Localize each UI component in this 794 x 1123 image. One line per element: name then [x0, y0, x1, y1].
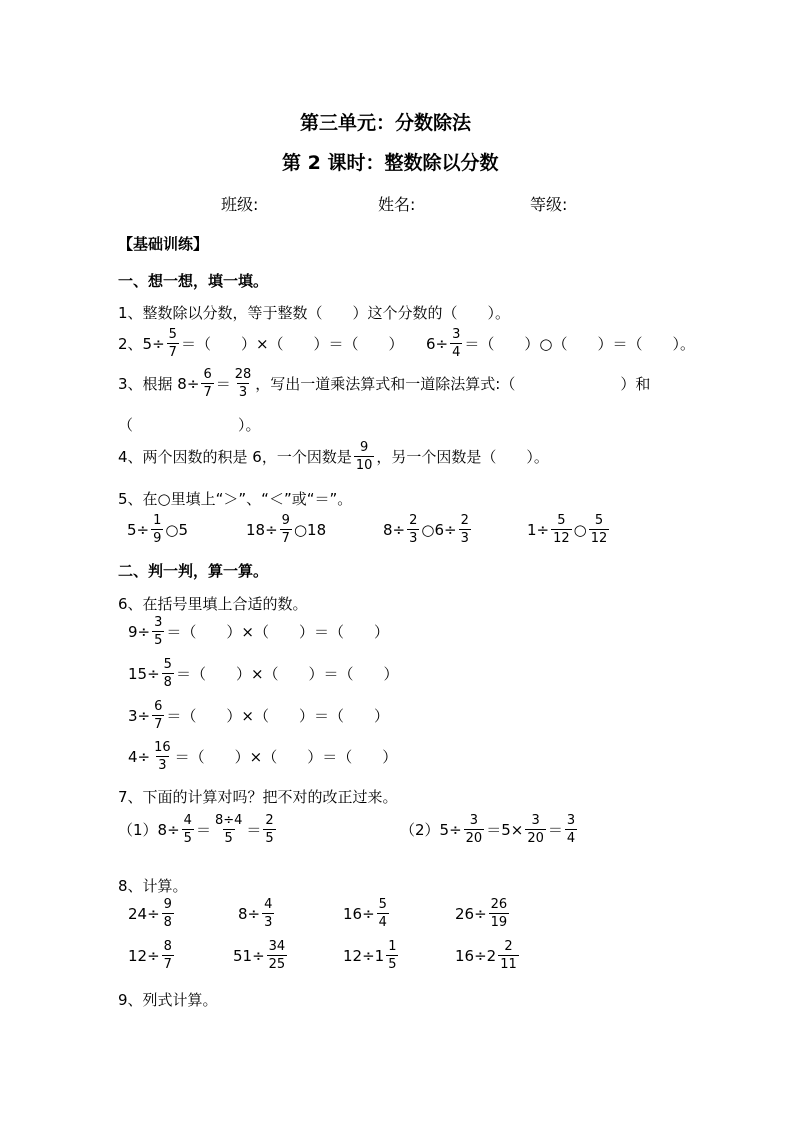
q5-item-3-a: 8÷	[383, 520, 406, 539]
q8-item-6-fraction: $\frac{34}{25}$	[268, 939, 286, 972]
question-3	[118, 368, 650, 399]
q5-item-3-b: ○6÷	[421, 520, 457, 539]
q6-row-4-b: ＝（ ）×（ ）＝（ ）	[174, 748, 398, 766]
q3-suffix: ，写出一道乘法算式和一道除法算式:（ ）和	[255, 375, 651, 393]
question-3-line-2: （ ）。	[118, 416, 261, 434]
q7-part-2-fraction-3: $\frac{3}{4}$	[566, 813, 576, 846]
q5-item-4-b: ○	[573, 520, 587, 539]
q8-item-2	[238, 898, 276, 929]
q7-part-2-fraction-1: $\frac{3}{20}$	[465, 813, 483, 846]
q8-item-8	[455, 940, 521, 971]
q6-row-2-b: ＝（ ）×（ ）＝（ ）	[175, 665, 399, 683]
q7-part-2-equals-2: ＝	[547, 821, 563, 839]
q8-item-2-fraction: $\frac{4}{3}$	[264, 897, 273, 930]
q7-part-1-equals-2: ＝	[246, 821, 262, 839]
q2-prefix: 2、5÷	[118, 335, 165, 353]
q8-item-4-fraction: $\frac{26}{19}$	[490, 897, 508, 930]
page-subtitle: 第 2 课时：整数除以分数	[282, 152, 499, 174]
q6-row-2-a: 15÷	[128, 664, 160, 683]
q6-row-2	[128, 658, 399, 689]
q6-row-1-fraction: $\frac{3}{5}$	[154, 615, 163, 648]
q5-item-4-fraction-1: $\frac{5}{12}$	[553, 513, 570, 546]
part-two-heading: 二、判一判，算一算。	[118, 562, 269, 580]
q2-suffix: ＝（ ）○（ ）＝（ ）。	[464, 335, 695, 353]
q5-item-4	[527, 514, 611, 545]
q5-item-1-b: ○5	[165, 520, 189, 539]
q8-item-6	[233, 940, 289, 971]
question-4	[118, 441, 549, 472]
q8-item-3	[343, 898, 391, 929]
section-basic-training: 【基础训练】	[118, 235, 209, 253]
q7-part-1-fraction-3: $\frac{2}{5}$	[265, 813, 274, 846]
q8-item-1-a: 24÷	[128, 904, 160, 923]
q8-item-4	[455, 898, 511, 929]
q4-fraction: $\frac{9}{10}$	[355, 440, 373, 473]
question-9: 9、列式计算。	[118, 991, 218, 1009]
q2-middle: ＝（ ）×（ ）＝（ ） 6÷	[180, 335, 449, 353]
q5-item-2-fraction: $\frac{9}{7}$	[281, 513, 290, 546]
question-6: 6、在括号里填上合适的数。	[118, 595, 308, 613]
q6-row-1-a: 9÷	[128, 622, 151, 641]
q3-fraction-1: $\frac{6}{7}$	[203, 367, 212, 400]
q8-item-5-a: 12÷	[128, 946, 160, 965]
question-1: 1、整数除以分数，等于整数（ ）这个分数的（ ）。	[118, 304, 511, 322]
q6-row-1	[128, 616, 389, 647]
q8-item-7-fraction: $\frac{1}{5}$	[388, 939, 397, 972]
q8-item-6-a: 51÷	[233, 946, 265, 965]
class-label: 班级:	[221, 195, 259, 214]
q6-row-3-fraction: $\frac{6}{7}$	[154, 699, 163, 732]
q4-prefix: 4、两个因数的积是 6，一个因数是	[118, 448, 352, 466]
page-title: 第三单元：分数除法	[300, 112, 472, 134]
q8-item-2-a: 8÷	[238, 904, 261, 923]
name-label: 姓名:	[378, 195, 416, 214]
q7-part-2-fraction-2: $\frac{3}{20}$	[527, 813, 544, 846]
q3-prefix: 3、根据 8÷	[118, 375, 200, 393]
q7-part-1-equals-1: ＝	[195, 821, 211, 839]
q5-item-4-a: 1÷	[527, 520, 550, 539]
q8-item-7-whole: 1	[374, 946, 385, 965]
q7-part-1-prefix: （1）8÷	[118, 821, 180, 839]
q5-item-1	[127, 514, 188, 545]
q7-part-2-equals-1: ＝5×	[486, 821, 524, 839]
q6-row-3-a: 3÷	[128, 706, 151, 725]
q8-item-4-a: 26÷	[455, 904, 487, 923]
q6-row-2-fraction: $\frac{5}{8}$	[163, 657, 172, 690]
q8-item-3-fraction: $\frac{5}{4}$	[378, 897, 387, 930]
q5-item-4-fraction-2: $\frac{5}{12}$	[590, 513, 608, 546]
q5-item-3-fraction-2: $\frac{2}{3}$	[460, 513, 469, 546]
q2-fraction-2: $\frac{3}{4}$	[452, 327, 461, 360]
q6-row-4-fraction: $\frac{16}{3}$	[154, 740, 171, 773]
question-7: 7、下面的计算对吗？把不对的改正过来。	[118, 788, 398, 806]
q8-item-8-fraction: $\frac{2}{11}$	[500, 939, 517, 972]
q5-item-2-a: 18÷	[246, 520, 278, 539]
q6-row-4	[128, 741, 397, 772]
q6-row-3	[128, 700, 389, 731]
q8-item-7-a: 12÷	[343, 946, 375, 965]
q5-item-3-fraction-1: $\frac{2}{3}$	[409, 513, 418, 546]
q2-fraction-1: $\frac{5}{7}$	[168, 327, 177, 360]
q8-item-7	[343, 940, 400, 971]
q7-part-2-prefix: （2）5÷	[400, 821, 462, 839]
q7-part-1-fraction-2: $\frac{8\div 4}{5}$	[214, 813, 243, 846]
q3-fraction-2: $\frac{28}{3}$	[234, 367, 252, 400]
q8-item-8-whole: 2	[486, 946, 497, 965]
q7-part-2	[400, 814, 579, 845]
q5-item-3	[383, 514, 473, 545]
q8-item-3-a: 16÷	[343, 904, 375, 923]
q7-part-1	[118, 814, 278, 845]
question-8: 8、计算。	[118, 877, 188, 895]
q6-row-1-b: ＝（ ）×（ ）＝（ ）	[166, 623, 389, 641]
q7-part-1-fraction-1: $\frac{4}{5}$	[183, 813, 192, 846]
q8-item-5-fraction: $\frac{8}{7}$	[163, 939, 172, 972]
q3-equals: ＝	[215, 375, 231, 393]
q5-item-2	[246, 514, 326, 545]
question-2	[118, 328, 695, 359]
q8-item-1-fraction: $\frac{9}{8}$	[163, 897, 172, 930]
q6-row-4-a: 4÷	[128, 747, 151, 766]
q4-suffix: ，另一个因数是（ ）。	[376, 448, 549, 466]
q5-item-1-fraction: $\frac{1}{9}$	[153, 513, 162, 546]
q8-item-1	[128, 898, 176, 929]
question-5: 5、在○里填上“＞”、“＜”或“＝”。	[118, 490, 353, 508]
q5-item-2-b: ○18	[293, 520, 327, 539]
q8-item-8-a: 16÷	[455, 946, 487, 965]
q6-row-3-b: ＝（ ）×（ ）＝（ ）	[166, 707, 389, 725]
q5-item-1-a: 5÷	[127, 520, 150, 539]
q8-item-5	[128, 940, 176, 971]
part-one-heading: 一、想一想，填一填。	[118, 272, 269, 290]
grade-label: 等级:	[530, 195, 568, 214]
